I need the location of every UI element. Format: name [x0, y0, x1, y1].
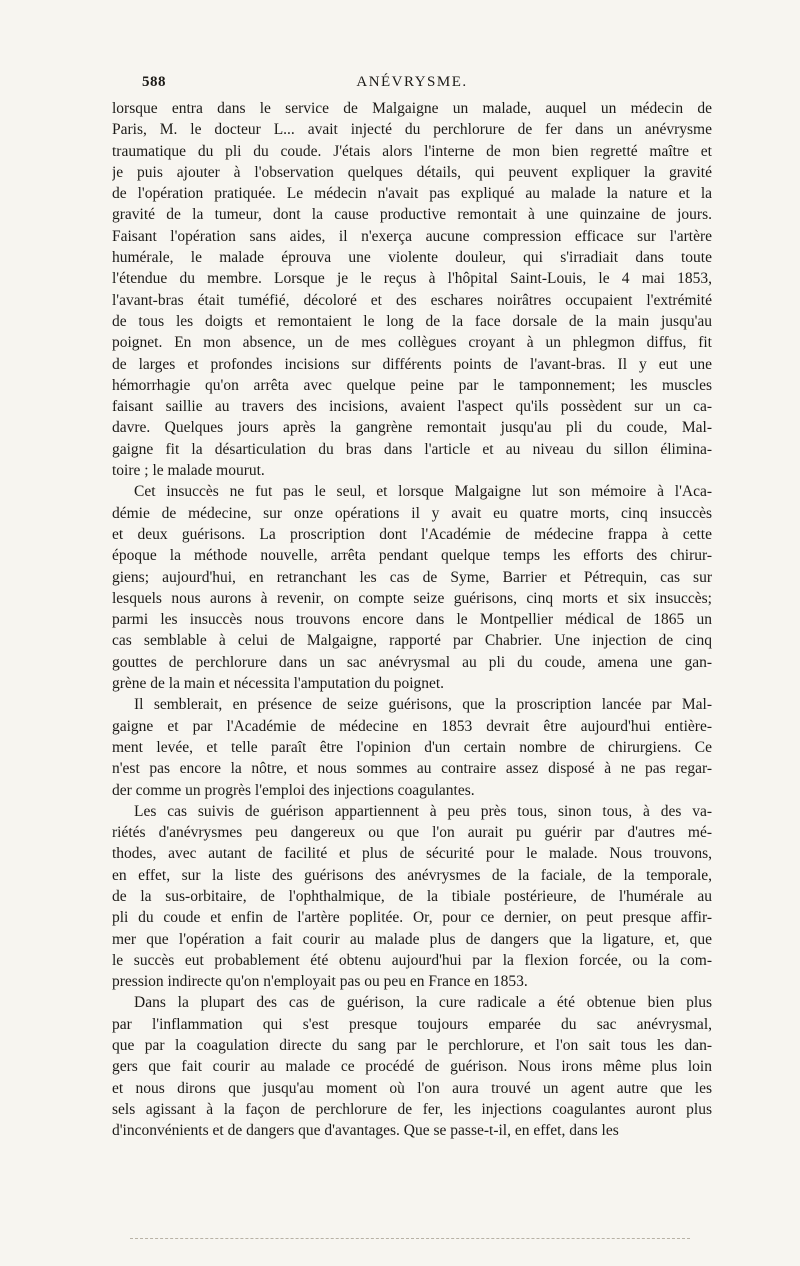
text-line: l'avant-bras était tuméfié, décoloré et des eschares noirâtres occupaient l'extrémité [112, 291, 712, 309]
text-line: traumatique du pli du coude. J'étais alors l'interne de mon bien regretté maître et [112, 142, 712, 160]
text-line: que par la coagulation directe du sang par le perchlorure, et l'on sait tous les dan- [112, 1037, 712, 1055]
text-line: Faisant l'opération sans aides, il n'exerça aucune compression efficace sur l'artère [112, 227, 712, 245]
text-line: lesquels nous aurons à revenir, on compte seize guérisons, cinq morts et six insuccès; [112, 589, 712, 607]
text-line: riétés d'anévrysmes peu dangereux ou que l'on aurait pu guérir par d'autres mé- [112, 824, 712, 842]
text-line: en effet, sur la liste des guérisons des anévrysmes de la faciale, de la temporale, [112, 866, 712, 884]
paragraph [112, 98, 712, 481]
text-line: ment levée, et telle paraît être l'opinion d'un certain nombre de chirurgiens. Ce [112, 738, 712, 756]
text-line: le succès eut probablement été obtenu aujourd'hui par la flexion forcée, ou la com- [112, 951, 712, 969]
running-title: ANÉVRYSME. [356, 74, 468, 90]
text-line: gers que fait courir au malade ce procédé de guérison. Nous irons même plus loin [112, 1058, 712, 1076]
text-line: davre. Quelques jours après la gangrène remontait jusqu'au pli du coude, Mal- [112, 419, 712, 437]
text-line: Dans la plupart des cas de guérison, la cure radicale a été obtenue bien plus [134, 994, 712, 1012]
text-line: toire ; le malade mourut. [112, 462, 265, 480]
text-line: grène de la main et nécessita l'amputation du poignet. [112, 675, 445, 693]
text-line: l'étendue du membre. Lorsque je le reçus à l'hôpital Saint-Louis, le 4 mai 1853, [112, 270, 712, 288]
paragraph [112, 481, 712, 694]
text-line: et deux guérisons. La proscription dont l'Académie de médecine frappa à cette [112, 525, 712, 543]
text-line: démie de médecine, sur onze opérations il y avait eu quatre morts, cinq insuccès [112, 504, 712, 522]
text-line: Paris, M. le docteur L... avait injecté du perchlorure de fer dans un anévrysme [112, 121, 712, 139]
text-line: par l'inflammation qui s'est presque toujours emparée du sac anévrysmal, [112, 1015, 712, 1033]
text-line: d'inconvénients et de dangers que d'avantages. Que se passe-t-il, en effet, dans les [112, 1122, 619, 1140]
text-line: faisant saillie au travers des incisions, avaient l'aspect qu'ils possèdent sur un ca- [112, 398, 712, 416]
page-number: 588 [142, 74, 166, 90]
text-line: cas semblable à celui de Malgaigne, rapporté par Chabrier. Une injection de cinq [112, 632, 712, 650]
book-page [112, 74, 712, 1142]
text-line: gaigne fit la désarticulation du bras dans l'article et au niveau du sillon élimina- [112, 440, 712, 458]
text-line: de la sus-orbitaire, de l'ophthalmique, de la tibiale postérieure, de l'humérale au [112, 887, 712, 905]
text-line: poignet. En mon absence, un de mes collègues croyant à un phlegmon diffus, fit [112, 334, 712, 352]
text-line: je puis ajouter à l'observation quelques détails, qui peuvent expliquer la gravité [112, 163, 712, 181]
text-line: n'est pas encore la nôtre, et nous sommes au contraire assez disposé à ne pas regar- [112, 760, 712, 778]
text-line: Les cas suivis de guérison appartiennent à peu près tous, sinon tous, à des va- [134, 802, 712, 820]
text-line: lorsque entra dans le service de Malgaigne un malade, auquel un médecin de [112, 100, 712, 117]
text-line: époque la méthode nouvelle, arrêta pendant quelque temps les efforts des chirur- [112, 547, 712, 565]
text-line: de l'opération pratiquée. Le médecin n'avait pas expliqué au malade la nature et la [112, 185, 712, 203]
text-line: parmi les insuccès nous trouvons encore dans le Montpellier médical de 1865 un [112, 611, 712, 629]
text-line: humérale, le malade éprouva une violente douleur, qui s'irradiait dans toute [112, 249, 712, 267]
running-head [112, 74, 712, 96]
text-line: giens; aujourd'hui, en retranchant les cas de Syme, Barrier et Pétrequin, cas sur [112, 568, 712, 586]
text-line: de tous les doigts et remontaient le long de la face dorsale de la main jusqu'au [112, 312, 712, 330]
text-line: de larges et profondes incisions sur différents points de l'avant-bras. Il y eut une [112, 355, 712, 373]
text-line: et nous dirons que jusqu'au moment où l'on aura trouvé un agent autre que les [112, 1079, 712, 1097]
bottom-rule [130, 1238, 690, 1239]
paragraph [112, 694, 712, 800]
paragraph [112, 801, 712, 993]
text-line: thodes, avec autant de facilité et plus de sécurité pour le malade. Nous trouvons, [112, 845, 712, 863]
text-line: hémorrhagie qu'on arrêta avec quelque peine par le tamponnement; les muscles [112, 376, 712, 394]
text-line: gouttes de perchlorure dans un sac anévrysmal au pli du coude, amena une gan- [112, 653, 712, 671]
body-text [112, 98, 712, 1142]
text-line: gaigne et par l'Académie de médecine en 1853 devrait être aujourd'hui entière- [112, 717, 712, 735]
text-line: Il semblerait, en présence de seize guérisons, que la proscription lancée par Mal- [134, 696, 712, 714]
text-line: pli du coude et enfin de l'artère poplitée. Or, pour ce dernier, on peut presque affir- [112, 909, 712, 927]
text-line: der comme un progrès l'emploi des injections coagulantes. [112, 781, 475, 799]
text-line: mer que l'opération a fait courir au malade plus de dangers que la ligature, et, que [112, 930, 712, 948]
text-line: gravité de la tumeur, dont la cause productive remontait à une quinzaine de jours. [112, 206, 712, 224]
text-line: pression indirecte qu'on n'employait pas ou peu en France en 1853. [112, 973, 528, 991]
text-line: Cet insuccès ne fut pas le seul, et lorsque Malgaigne lut son mémoire à l'Aca- [134, 483, 712, 501]
text-line: sels agissant à la façon de perchlorure de fer, les injections coagulantes auront plus [112, 1100, 712, 1118]
paragraph [112, 992, 712, 1141]
